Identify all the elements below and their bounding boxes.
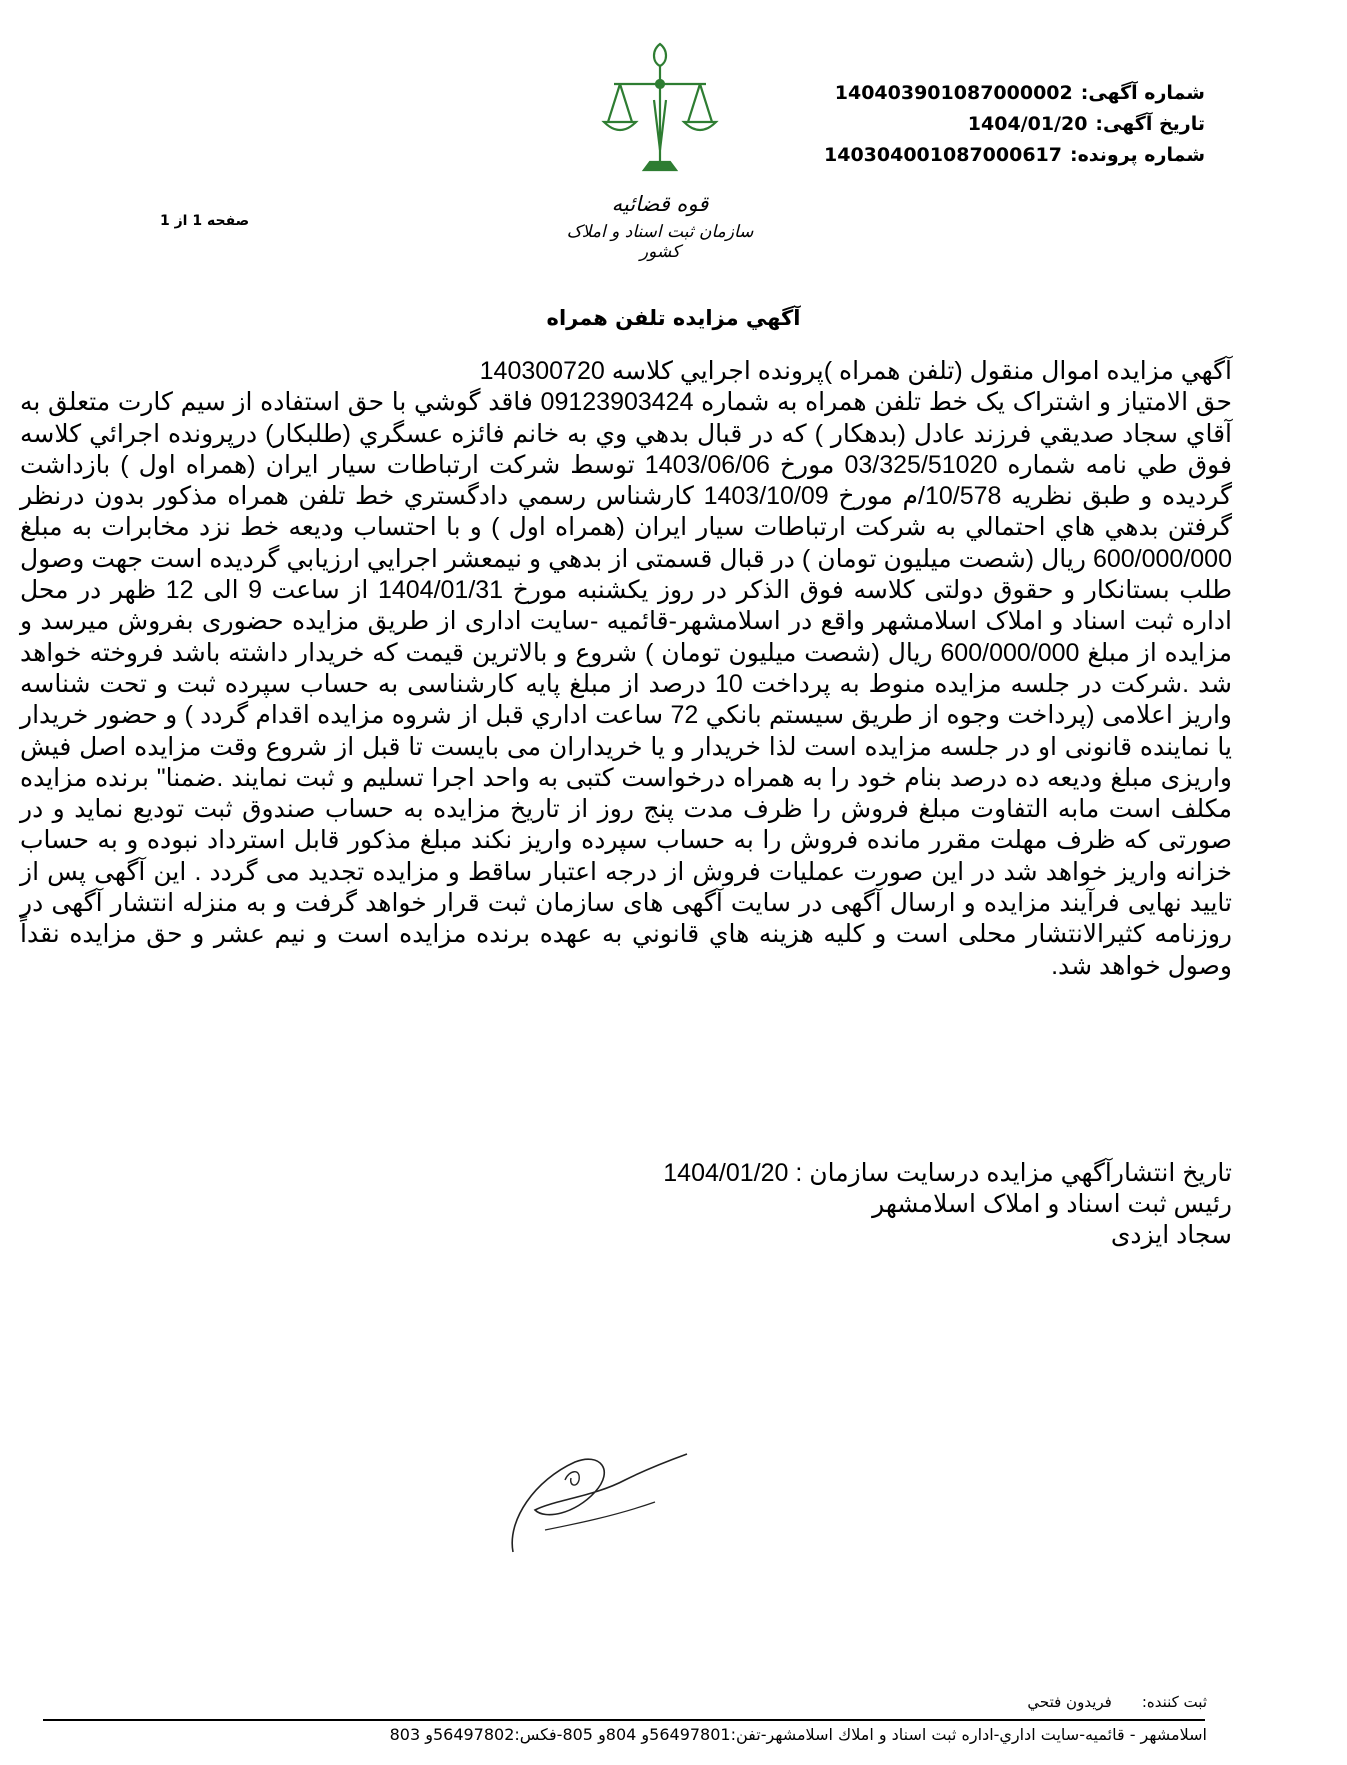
- publish-date-line: تاريخ انتشارآگهي مزايده درسايت سازمان : 1404/01/20: [663, 1159, 1232, 1187]
- notice-number: 140403901087000002: [834, 82, 1073, 104]
- org-name-registration: سازمان ثبت اسناد و املاک کشور: [566, 222, 754, 262]
- office-address: اسلامشهر - قائميه-سايت اداري-اداره ثبت اسناد و املاك اسلامشهر-تفن:56497801و 804و 805-فكس:56497802و 803: [389, 1725, 1207, 1744]
- file-number: 140304001087000617: [824, 144, 1062, 166]
- notice-paragraph: حق الامتياز و اشتراک يک خط تلفن همراه به شماره 09123903424 فاقد گوشي با حق استفاده از سيم كارت متعلق به آقاي سجاد صديقي فرزند عادل (بدهكار ) كه در قبال بدهي وي به خانم فائزه عسگري (طلبكار) درپرونده اجرائي كلاسه فوق طي نامه شماره 03/325/51020 مورخ 1403/06/06 توسط شركت ارتباطات سيار ايران (همراه اول ) بازداشت گرديده و طبق نظريه 10/578/م مورخ 1403/10/09 كارشناس رسمي دادگستري خط تلفن همراه مذكور بدون درنظر گرفتن بدهي هاي احتمالي به شركت ارتباطات سيار ايران (همراه اول ) و با احتساب وديعه خط نزد مخابرات به مبلغ 600/000/000 ريال (شصت ميليون تومان ) در قبال قسمتی از بدهي و نيمعشر اجرايي ارزيابي گرديده است جهت وصول طلب بستانكار و حقوق دولتی كلاسه فوق الذكر در روز يكشنبه مورخ 1404/01/31 از ساعت 9 الی 12 ظهر در محل اداره ثبت اسناد و املاک اسلامشهر واقع در اسلامشهر-قائميه -سايت اداری از طريق مزايده حضوری بفروش ميرسد و مزايده از مبلغ 600/000/000 ريال (شصت ميليون تومان ) شروع و بالاترين قيمت كه خريدار داشته باشد فروخته خواهد شد .شركت در جلسه مزايده منوط به پرداخت 10 درصد از مبلغ پايه كارشناسی به حساب سپرده ثبت و تحت شناسه واريز اعلامی (پرداخت وجوه از طريق سيستم بانكي 72 ساعت اداري قبل از شروه مزايده اقدام گردد ) و حضور خريدار يا نماينده قانونی او در جلسه مزايده است لذا خريدار و يا خريداران می بايست تا قبل از شروع وقت مزايده اصل فيش واريزی مبلغ وديعه ده درصد بنام خود را به همراه درخواست كتبی به واحد اجرا تسليم و ثبت نمايند .ضمنا" برنده مزايده مكلف است مابه التفاوت مبلغ فروش را ظرف مدت پنج روز از تاريخ مزايده به حساب صندوق ثبت توديع نمايد و در صورتی كه ظرف مهلت مقرر مانده فروش را به حساب سپرده واريز نكند مبلغ مذكور قابل استرداد نبوده و به حساب خزانه واريز خواهد شد در اين صورت عمليات فروش از درجه اعتبار ساقط و مزايده تجديد می گردد . اين آگهی پس از تاييد نهايی فرآيند مزايده و ارسال آگهی در سايت آگهی های سازمان ثبت قرار خواهد گرفت و به منزله انتشار آگهی در روزنامه كثيرالانتشار محلی است و كليه هزينه هاي قانوني به عهده برنده مزايده است و نيم عشر و حق مزايده نقداً وصول خواهد شد.: [20, 388, 1233, 980]
- notice-date-label: تاریخ آگهی:: [1095, 113, 1205, 135]
- judiciary-emblem: [560, 40, 760, 262]
- handwritten-signature-icon: [505, 1440, 695, 1560]
- notice-title: آگهي مزايده تلفن همراه: [546, 306, 801, 330]
- file-number-row: [824, 140, 1205, 171]
- notice-intro: آگهي مزايده اموال منقول (تلفن همراه )پرونده اجرايي كلاسه 140300720: [479, 357, 1232, 385]
- notice-meta: [824, 78, 1205, 171]
- footer-divider: [43, 1719, 1205, 1721]
- notice-number-label: شماره آگهی:: [1080, 82, 1205, 104]
- notice-number-row: [824, 78, 1205, 109]
- registrar: [1027, 1693, 1207, 1711]
- notice-date: 1404/01/20: [967, 113, 1088, 135]
- signatory-name: سجاد ايزدی: [1110, 1221, 1232, 1249]
- page-number: صفحه 1 از 1: [160, 213, 250, 229]
- file-number-label: شماره پرونده:: [1069, 144, 1205, 166]
- registrar-label: ثبت كننده:: [1141, 1693, 1207, 1711]
- registrar-name: فريدون فتحي: [1027, 1693, 1112, 1711]
- notice-body: [20, 356, 1232, 982]
- notice-closing: [663, 1158, 1232, 1251]
- org-name-judiciary: قوه قضائیه: [611, 192, 709, 216]
- judiciary-scales-emblem-icon: [600, 40, 720, 190]
- signatory-title: رئيس ثبت اسناد و املاک اسلامشهر: [872, 1190, 1232, 1218]
- notice-date-row: [824, 109, 1205, 140]
